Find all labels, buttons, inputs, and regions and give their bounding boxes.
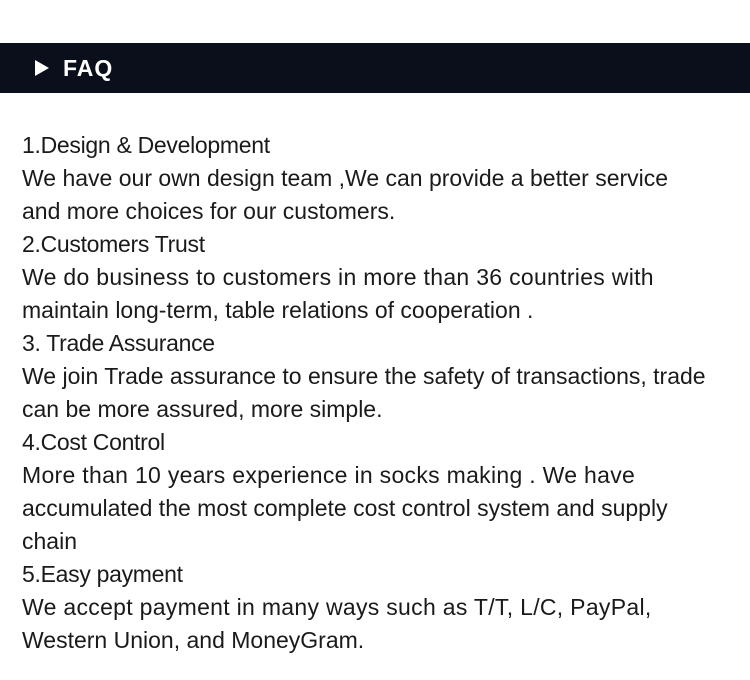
- faq-heading: 5.Easy payment: [22, 561, 183, 587]
- faq-answer-line: More than 10 years experience in socks making . We have: [22, 462, 636, 488]
- faq-item-trade-assurance: [22, 327, 734, 426]
- faq-item-customers-trust: [22, 228, 734, 327]
- faq-body: [22, 129, 734, 657]
- faq-heading: 1.Design & Development: [22, 132, 270, 158]
- faq-heading: 3. Trade Assurance: [22, 330, 215, 356]
- faq-answer-line: chain: [22, 528, 77, 554]
- faq-answer-line: Western Union, and MoneyGram.: [22, 627, 365, 653]
- faq-answer-line: maintain long-term, table relations of cooperation .: [22, 297, 534, 323]
- faq-heading: 4.Cost Control: [22, 429, 165, 455]
- faq-heading: 2.Customers Trust: [22, 231, 205, 257]
- faq-answer-line: We join Trade assurance to ensure the safety of transactions, trade: [22, 363, 706, 389]
- faq-answer-line: and more choices for our customers.: [22, 198, 396, 224]
- faq-item-easy-payment: [22, 558, 734, 657]
- faq-item-design-development: [22, 129, 734, 228]
- faq-answer-line: can be more assured, more simple.: [22, 396, 383, 422]
- faq-answer-line: We do business to customers in more than 36 countries with: [22, 264, 654, 290]
- faq-item-cost-control: [22, 426, 734, 558]
- faq-answer-line: accumulated the most complete cost control system and supply: [22, 495, 668, 521]
- play-arrow-icon: [35, 60, 49, 76]
- faq-header-bar: [0, 43, 750, 93]
- faq-answer-line: We accept payment in many ways such as T/T, L/C, PayPal,: [22, 594, 652, 620]
- faq-answer-line: We have our own design team ,We can provide a better service: [22, 165, 669, 191]
- faq-title: FAQ: [63, 54, 114, 81]
